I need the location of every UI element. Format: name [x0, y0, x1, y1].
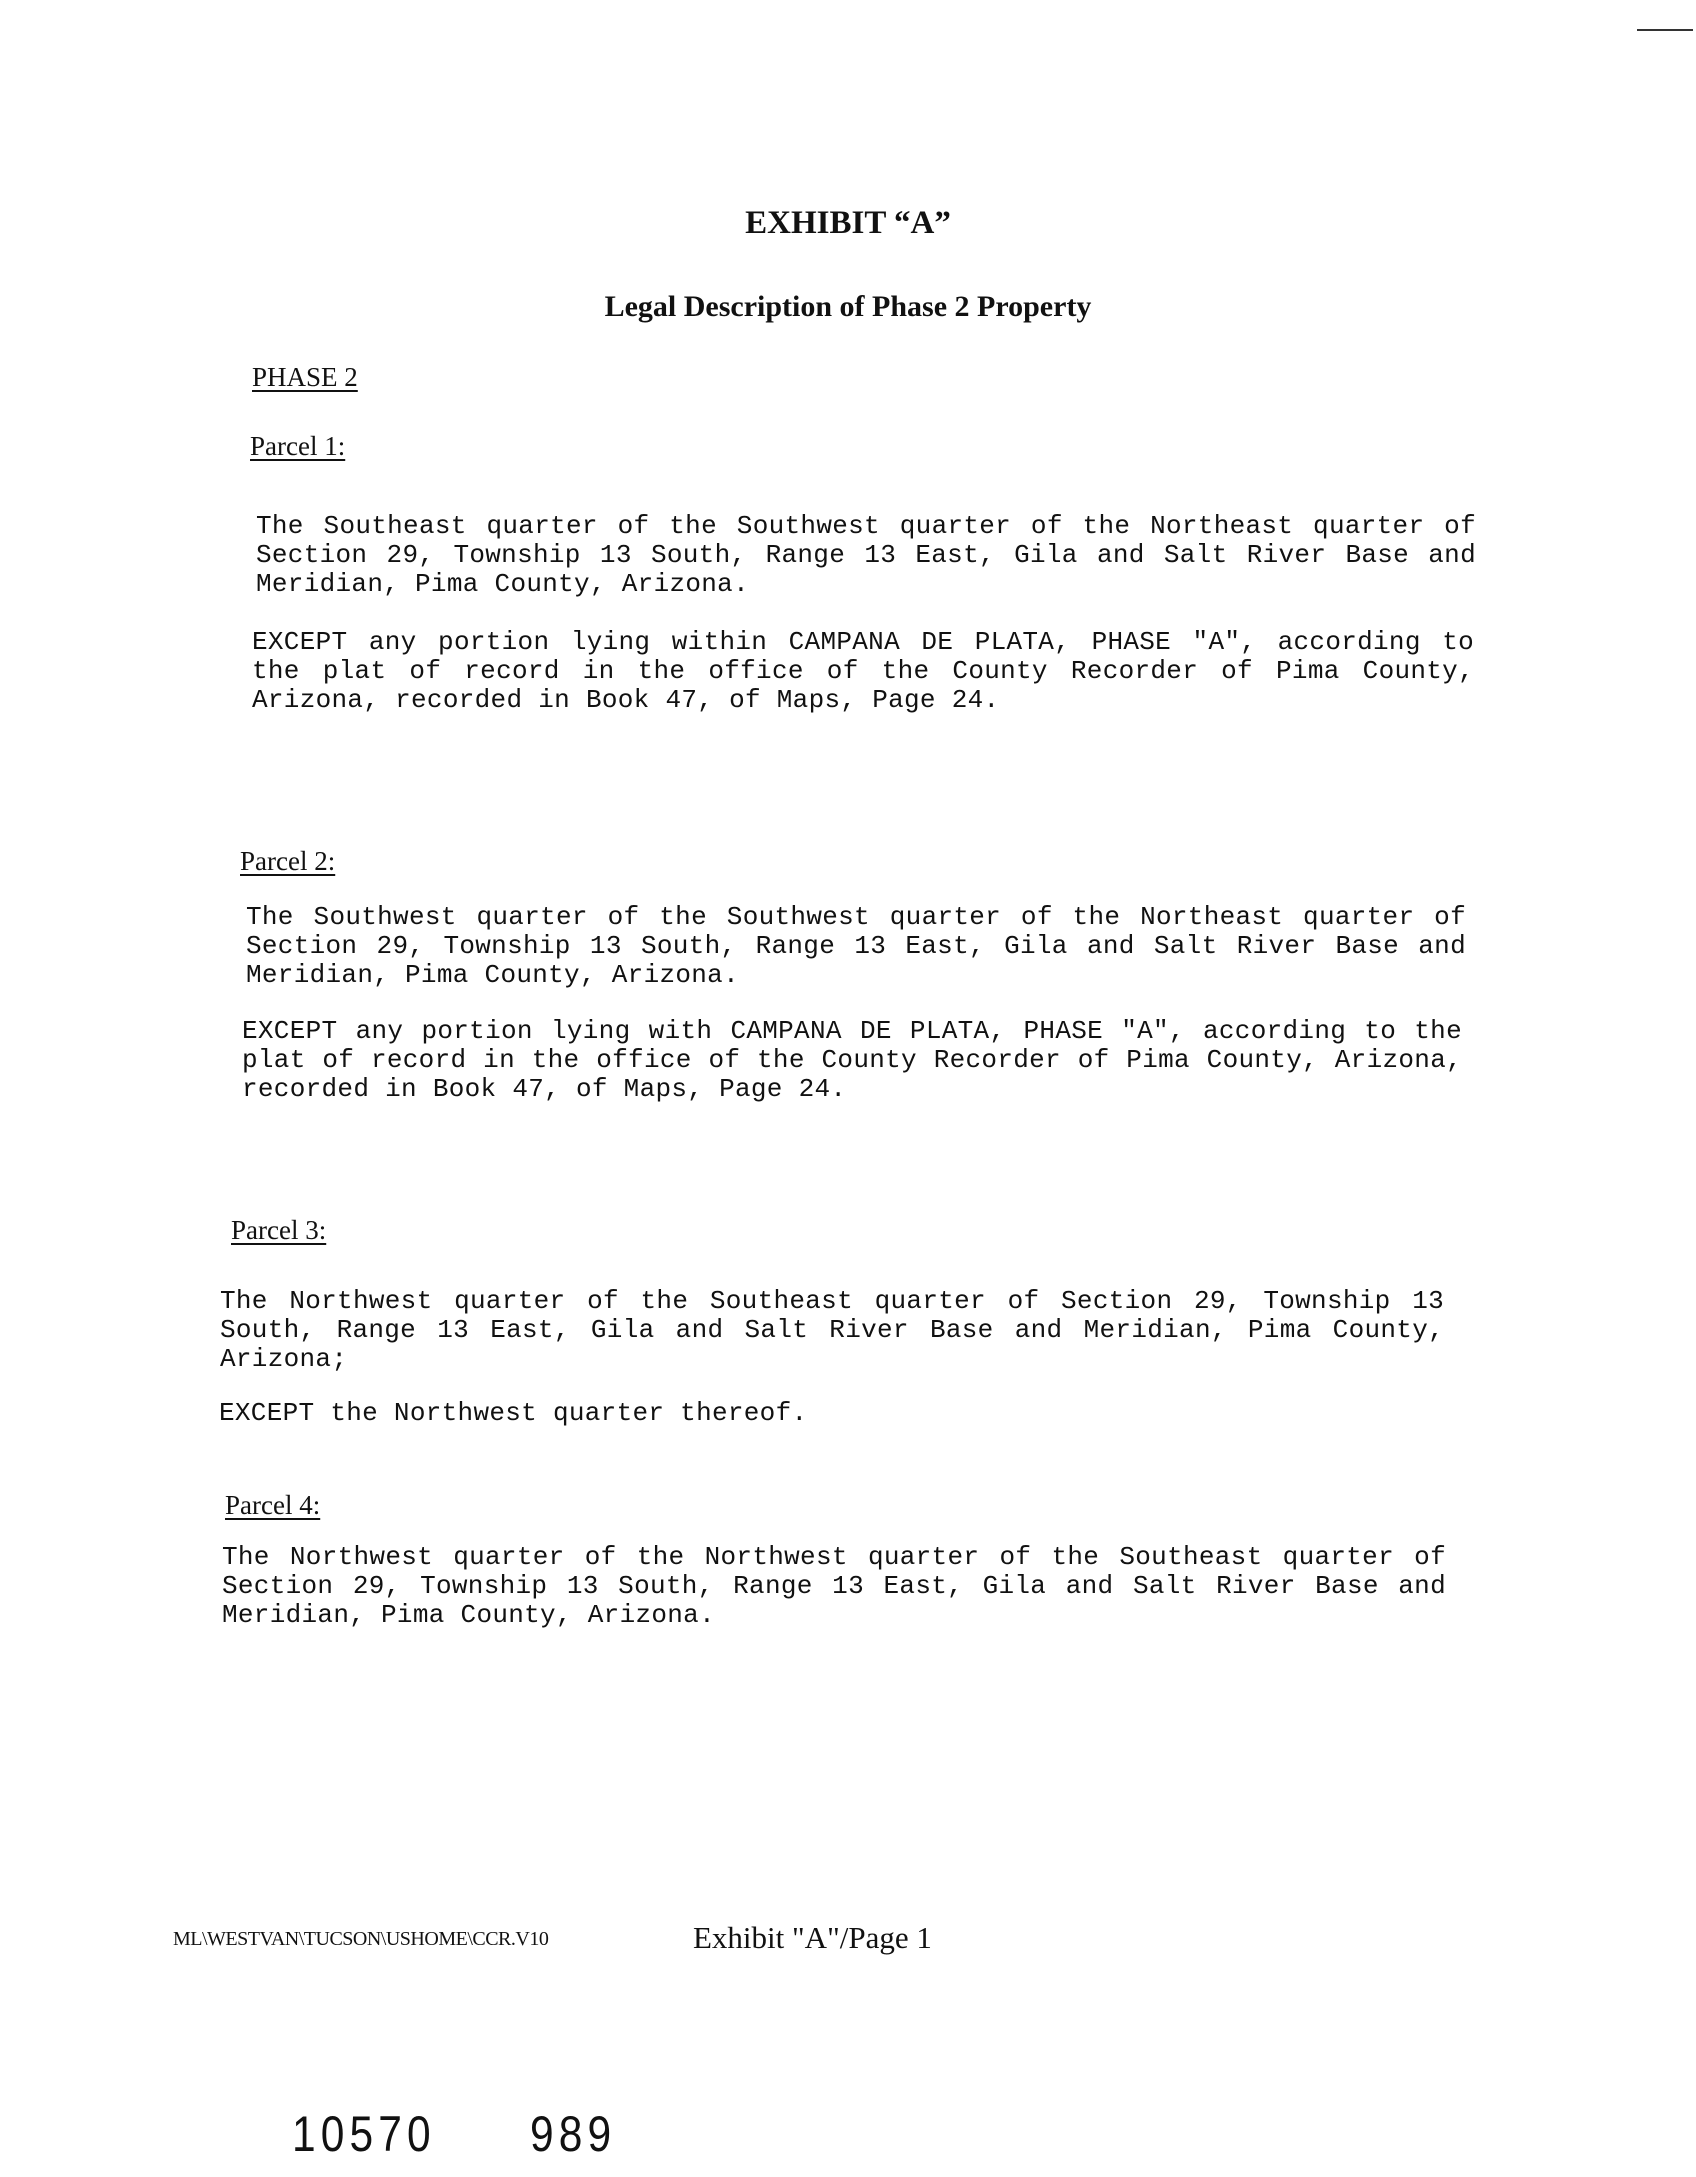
parcel-1-heading: Parcel 1:	[250, 431, 346, 461]
phase-heading: PHASE 2	[252, 362, 358, 392]
exhibit-title: EXHIBIT “A”	[745, 205, 951, 241]
footer-file-path: ML\WESTVAN\TUCSON\USHOME\CCR.V10	[173, 1928, 549, 1950]
parcel-2-exception: EXCEPT any portion lying with CAMPANA DE PLATA, PHASE "A", according to the plat of record in the office of the County Recorder of Pima County, Arizona, recorded in Book 47, of Maps, Page 24.	[242, 1016, 1462, 1104]
parcel-4-heading: Parcel 4:	[225, 1490, 321, 1520]
footer-page-label: Exhibit "A"/Page 1	[693, 1920, 932, 1955]
scan-edge-mark	[1637, 29, 1693, 31]
recording-book-number: 10570	[292, 2106, 436, 2162]
parcel-4-description: The Northwest quarter of the Northwest quarter of the Southeast quarter of Section 29, Township 13 South, Range 13 East, Gila and Salt River Base and Meridian, Pima County, Arizona.	[222, 1542, 1446, 1630]
parcel-3-description: The Northwest quarter of the Southeast quarter of Section 29, Township 13 South, Range 13 East, Gila and Salt River Base and Meridian, Pima County, Arizona;	[220, 1286, 1444, 1374]
parcel-2-heading: Parcel 2:	[240, 846, 336, 876]
exhibit-subtitle: Legal Description of Phase 2 Property	[604, 290, 1092, 323]
parcel-1-description: The Southeast quarter of the Southwest quarter of the Northeast quarter of Section 29, Township 13 South, Range 13 East, Gila and Salt River Base and Meridian, Pima County, Arizona.	[256, 511, 1476, 599]
parcel-1-exception: EXCEPT any portion lying within CAMPANA DE PLATA, PHASE "A", according to the plat of record in the office of the County Recorder of Pima County, Arizona, recorded in Book 47, of Maps, Page 24.	[252, 627, 1474, 715]
parcel-2-description: The Southwest quarter of the Southwest quarter of the Northeast quarter of Section 29, Township 13 South, Range 13 East, Gila and Salt River Base and Meridian, Pima County, Arizona.	[246, 902, 1466, 990]
parcel-3-exception: EXCEPT the Northwest quarter thereof.	[219, 1398, 808, 1428]
recording-page-number: 989	[530, 2106, 617, 2162]
parcel-3-heading: Parcel 3:	[231, 1215, 327, 1245]
